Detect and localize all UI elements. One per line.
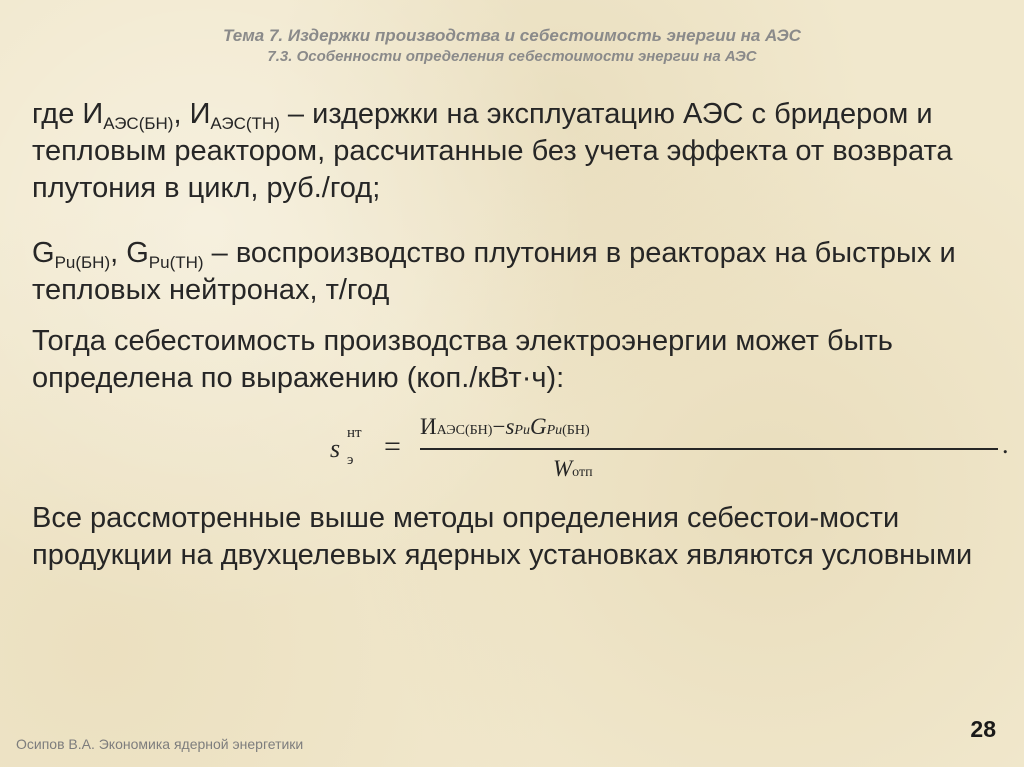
definition-costs-paragraph: [32, 96, 992, 207]
subscript-pu-tn: Pu(ТН): [148, 253, 204, 272]
page-number: 28: [970, 716, 996, 742]
formula-lhs-superscript: нт: [347, 425, 362, 441]
numerator-g-symbol: G: [529, 414, 547, 439]
definition-plutonium-prefix: G: [32, 237, 55, 269]
numerator-g-subscript-bn: (БН): [562, 423, 590, 438]
subscript-pu-bn: Pu(БН): [54, 253, 111, 272]
definition-plutonium-paragraph: [32, 235, 992, 309]
slide-topic-title: Тема 7. Издержки производства и себестоимость энергии на АЭС: [223, 26, 801, 45]
numerator-cost-symbol: И: [420, 414, 437, 439]
numerator-price-symbol: s: [505, 414, 515, 439]
definition-costs-separator: , И: [173, 98, 211, 130]
definition-plutonium-separator: , G: [110, 237, 149, 269]
denominator-w-subscript: отп: [572, 465, 593, 480]
formula-numerator: [420, 414, 590, 440]
subscript-aes-tn: АЭС(ТН): [210, 114, 280, 133]
formula-denominator: [553, 456, 593, 482]
numerator-minus: −: [492, 414, 506, 439]
numerator-price-subscript: Pu: [514, 423, 530, 438]
numerator-cost-subscript: АЭС(БН): [436, 423, 493, 438]
slide-section-subtitle: 7.3. Особенности определения себестоимости энергии на АЭС: [267, 48, 757, 65]
footer-author: Осипов В.А. Экономика ядерной энергетики: [16, 736, 304, 752]
cost-intro-paragraph: Тогда себестоимость производства электроэнергии может быть определена по выражению (коп./кВт·ч):: [32, 325, 893, 394]
definition-costs-text: – издержки на эксплуатацию АЭС с бридером и тепловым реактором, рассчитанные без учета эффекта от возврата плутония в цикл, руб./год;: [32, 98, 953, 204]
formula-equals-sign: =: [384, 430, 401, 463]
formula-fraction-bar: [420, 448, 998, 450]
formula-period: .: [1002, 430, 1009, 459]
denominator-w-symbol: W: [553, 456, 573, 481]
conclusion-paragraph: Все рассмотренные выше методы определения себестои-мости продукции на двухцелевых ядерных установках являются условными: [32, 502, 973, 571]
subscript-aes-bn: АЭС(БН): [103, 114, 174, 133]
numerator-g-subscript: Pu: [546, 423, 563, 438]
definition-costs-prefix: где И: [32, 98, 104, 130]
definition-plutonium-text: – воспроизводство плутония в реакторах на быстрых и тепловых нейтронах, т/год: [32, 237, 956, 306]
formula-lhs-subscript: э: [347, 452, 354, 468]
formula-lhs-symbol: s: [330, 434, 341, 463]
